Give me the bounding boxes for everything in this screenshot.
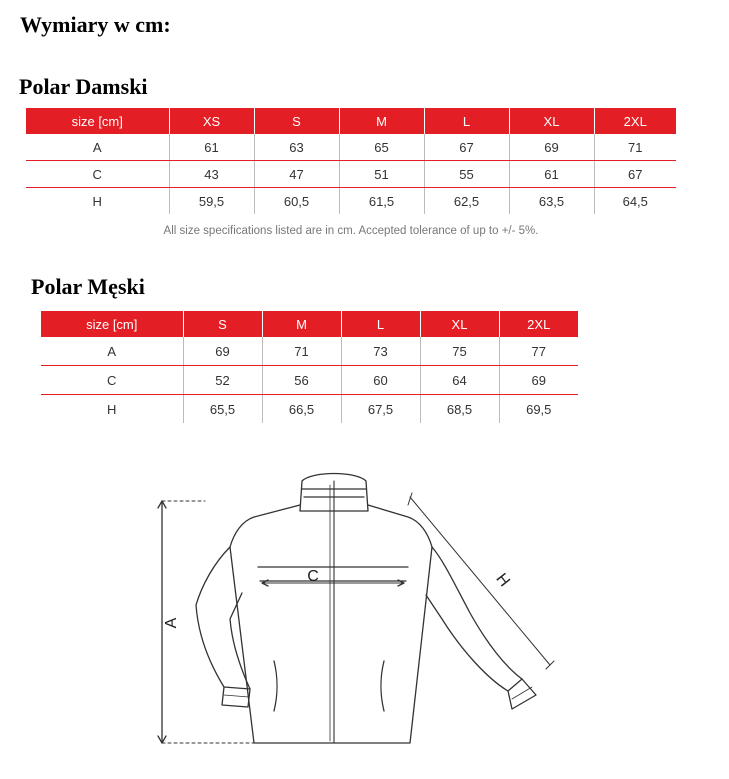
sleeve-dimension-line bbox=[408, 493, 554, 669]
label-c: C bbox=[307, 568, 319, 585]
table-cell: 67 bbox=[424, 134, 509, 161]
table-header-row bbox=[41, 311, 578, 337]
row-label: C bbox=[26, 161, 169, 188]
table-row bbox=[41, 395, 578, 424]
table-cell: 43 bbox=[169, 161, 254, 188]
table-cell: 60,5 bbox=[254, 188, 339, 215]
table-cell: 55 bbox=[424, 161, 509, 188]
table-row bbox=[26, 134, 676, 161]
column-header: S bbox=[183, 311, 262, 337]
table-cell: 56 bbox=[262, 366, 341, 395]
column-header: L bbox=[341, 311, 420, 337]
table-cell: 64,5 bbox=[622, 193, 648, 209]
column-header: XS bbox=[169, 108, 254, 134]
table-cell: 71 bbox=[594, 134, 676, 161]
men-size-table bbox=[41, 311, 578, 423]
table-row bbox=[41, 337, 578, 366]
column-header: XL bbox=[509, 108, 594, 134]
table-cell: 62,5 bbox=[424, 188, 509, 215]
page-title: Wymiary w cm: bbox=[20, 12, 171, 37]
table-cell: 69 bbox=[509, 134, 594, 161]
table-cell: 47 bbox=[254, 161, 339, 188]
table-cell: 59,5 bbox=[169, 188, 254, 215]
table-cell: 61,5 bbox=[339, 188, 424, 215]
tolerance-note: All size specifications listed are in cm. Accepted tolerance of up to +/- 5%. bbox=[163, 225, 539, 237]
table-cell: 64 bbox=[420, 366, 499, 395]
table-cell: 75 bbox=[420, 337, 499, 366]
table-cell: 67,5 bbox=[341, 395, 420, 424]
table-cell: 52 bbox=[183, 366, 262, 395]
table-cell: 65 bbox=[339, 134, 424, 161]
row-label: C bbox=[41, 366, 183, 395]
column-header: 2XL bbox=[499, 311, 578, 337]
table-cell: 63,5 bbox=[509, 188, 594, 215]
column-header: XL bbox=[420, 311, 499, 337]
table-cell: 67 bbox=[594, 161, 676, 188]
column-header: 2XL bbox=[594, 108, 676, 134]
table-cell: 63 bbox=[254, 134, 339, 161]
table-header-row bbox=[26, 108, 676, 134]
table-cell: 73 bbox=[341, 337, 420, 366]
table-cell: 61 bbox=[509, 161, 594, 188]
jacket-outline bbox=[196, 474, 536, 744]
table-row bbox=[26, 188, 676, 215]
jacket-measurement-diagram bbox=[150, 455, 570, 770]
men-section-title: Polar Męski bbox=[31, 274, 145, 299]
table-row bbox=[26, 161, 676, 188]
table-cell: 61 bbox=[169, 134, 254, 161]
row-label: H bbox=[41, 395, 183, 424]
label-h: H bbox=[492, 570, 513, 591]
table-cell: 77 bbox=[499, 337, 578, 366]
table-cell: 71 bbox=[262, 337, 341, 366]
row-label: A bbox=[26, 134, 169, 161]
table-cell: 65,5 bbox=[183, 395, 262, 424]
table-cell: 69 bbox=[183, 337, 262, 366]
label-a: A bbox=[163, 617, 180, 629]
column-header: S bbox=[254, 108, 339, 134]
table-cell: 60 bbox=[341, 366, 420, 395]
table-cell: 69 bbox=[499, 366, 578, 395]
table-cell: 51 bbox=[339, 161, 424, 188]
table-cell: 68,5 bbox=[420, 395, 499, 424]
row-label: H bbox=[26, 188, 169, 215]
column-header: M bbox=[339, 108, 424, 134]
column-header: M bbox=[262, 311, 341, 337]
table-cell: 66,5 bbox=[262, 395, 341, 424]
table-row bbox=[41, 366, 578, 395]
women-size-table bbox=[26, 108, 676, 214]
table-cell: 69,5 bbox=[526, 401, 552, 417]
column-header: size [cm] bbox=[26, 108, 169, 134]
column-header: size [cm] bbox=[41, 311, 183, 337]
row-label: A bbox=[41, 337, 183, 366]
women-section-title: Polar Damski bbox=[19, 74, 148, 99]
column-header: L bbox=[424, 108, 509, 134]
